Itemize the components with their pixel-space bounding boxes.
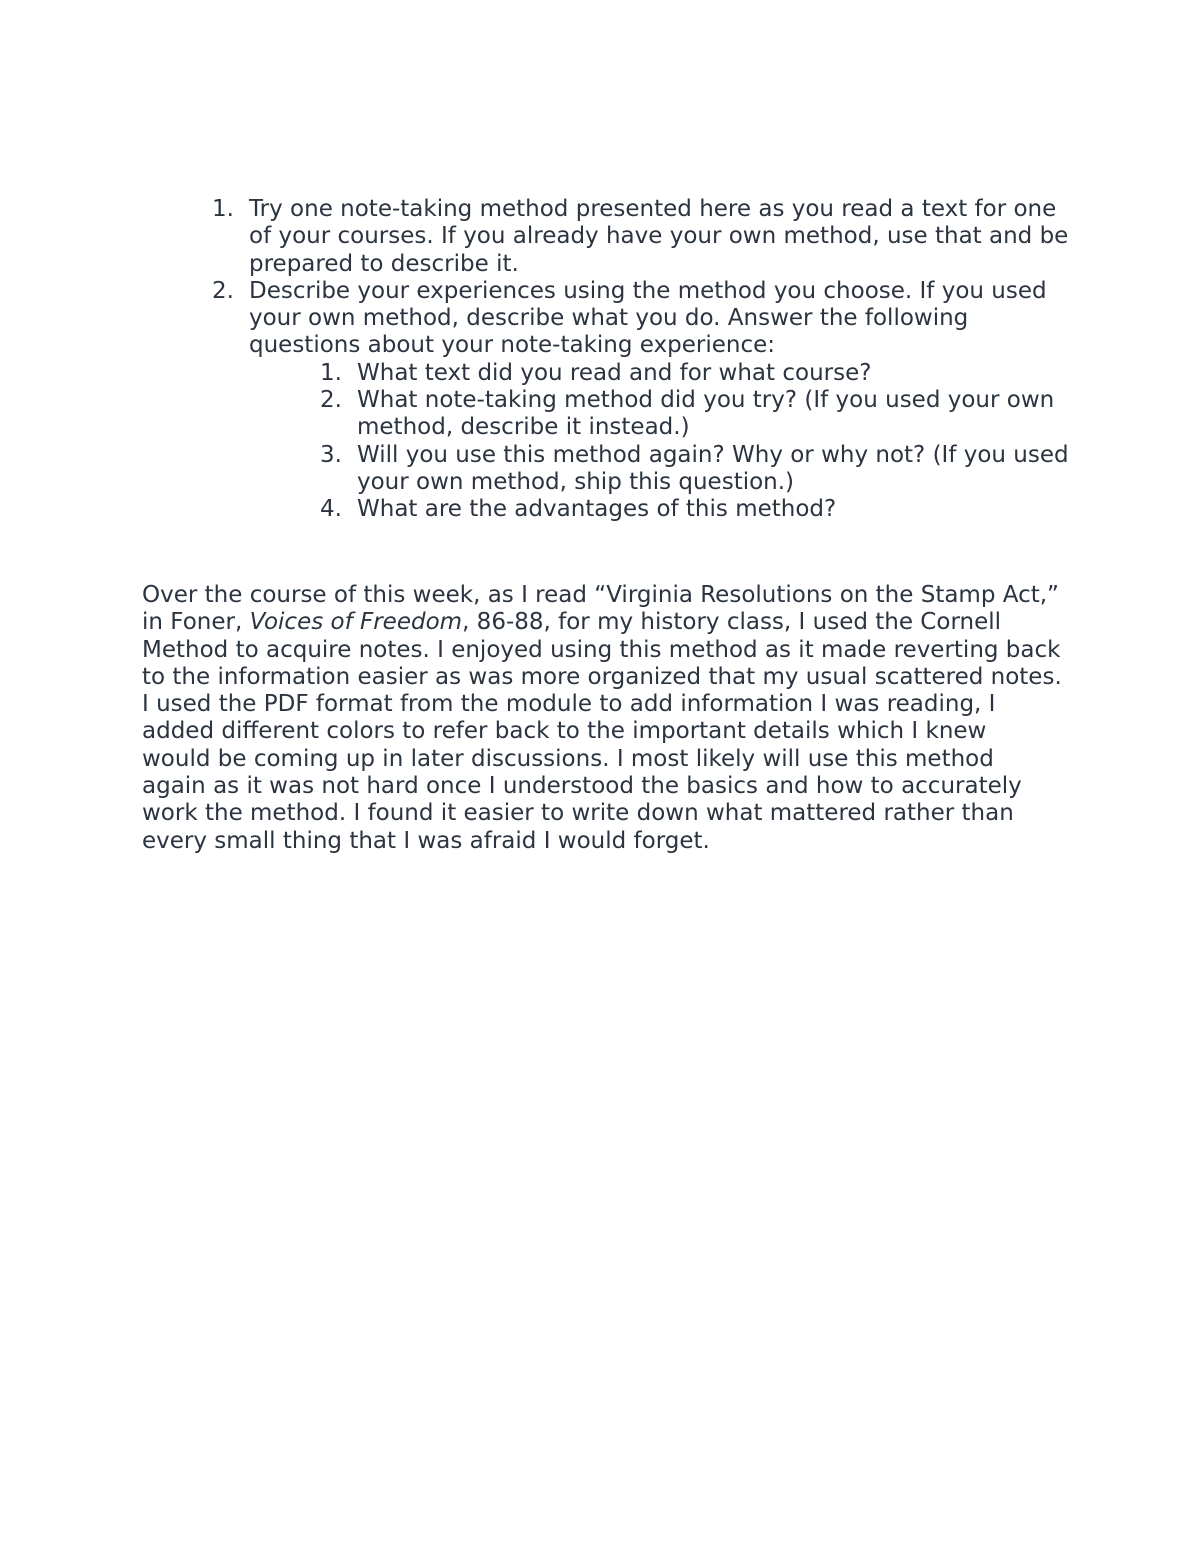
subquestion-number: 4. [320, 496, 342, 523]
subquestion-number: 2. [320, 387, 342, 414]
response-text-after-title: , 86-88, for my history class, I used the Cornell Method to acquire notes. I enjoyed using this method as it made reverting back to the information easier as was more organized that my usual scattered notes. I used the PDF format from the module to add information I was reading, I added different colors to refer back to the important details which I knew would be coming up in later discussions. I most likely will use this method again as it was not hard once I understood the basics and how to accurately work the method. I found it easier to write down what mattered rather than every small thing that I was afraid I would forget. [142, 609, 1062, 854]
question-number: 2. [212, 277, 234, 304]
question-item [212, 278, 1072, 524]
subquestion-item [320, 496, 1072, 523]
book-title: Voices of Freedom [249, 609, 463, 636]
subquestion-number: 3. [320, 441, 342, 468]
response-paragraph [142, 582, 1062, 855]
subquestion-text: What text did you read and for what course? [357, 359, 872, 386]
subquestion-text: What are the advantages of this method? [357, 496, 837, 523]
subquestion-number: 1. [320, 359, 342, 386]
question-text: Try one note-taking method presented here as you read a text for one of your courses. If you already have your own method, use that and be prepared to describe it. [249, 196, 1069, 277]
assignment-questions-list [212, 196, 1072, 524]
question-item [212, 196, 1072, 278]
subquestion-text: Will you use this method again? Why or why not? (If you used your own method, ship this question.) [357, 441, 1069, 495]
question-text: Describe your experiences using the method you choose. If you used your own method, describe what you do. Answer the following questions about your note-taking experience: [249, 277, 1047, 359]
response-text-before-title: Over the course of this week, as I read “Virginia Resolutions on the Stamp Act,” in Foner, [142, 582, 1059, 636]
subquestion-item [320, 387, 1072, 442]
subquestion-text: What note-taking method did you try? (If you used your own method, describe it instead.) [357, 387, 1055, 441]
subquestions-list [249, 360, 1072, 524]
subquestion-item [320, 442, 1072, 497]
subquestion-item [320, 360, 1072, 387]
question-number: 1. [212, 196, 234, 222]
